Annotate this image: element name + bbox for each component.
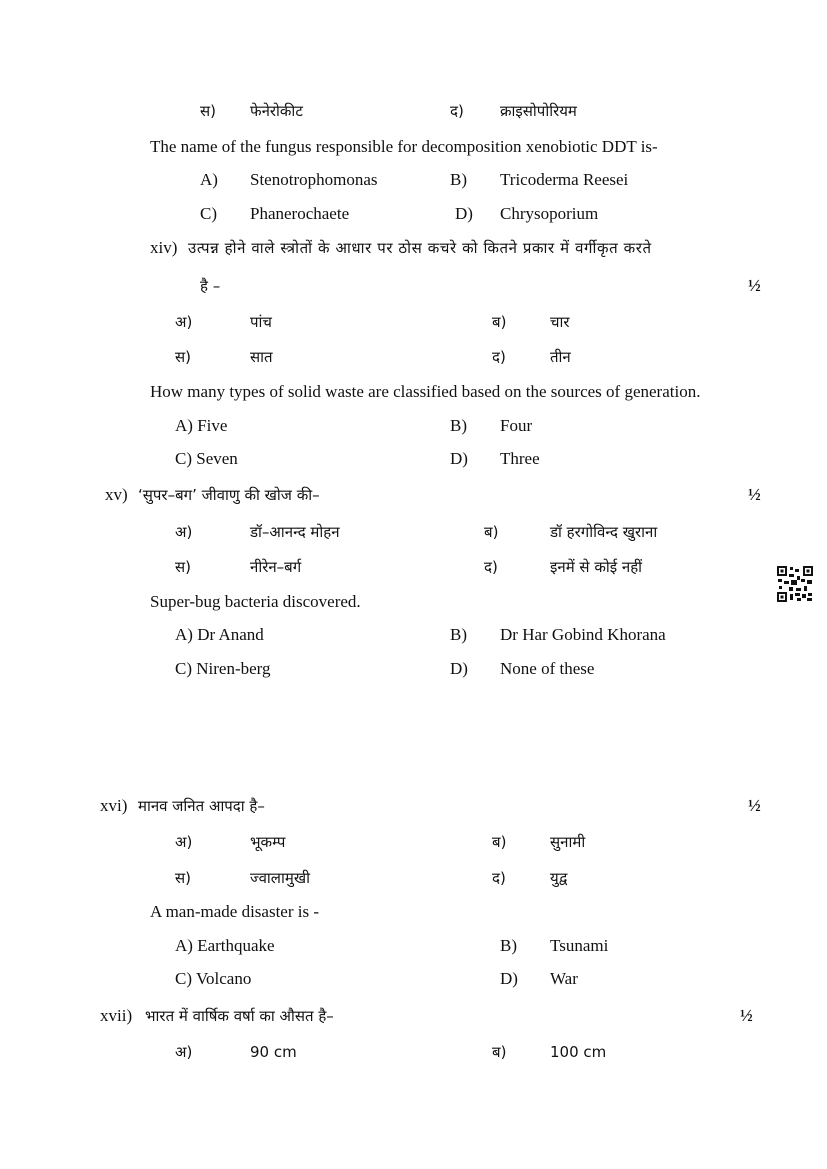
q14-hi-question: उत्पन्न होने वाले स्त्रोतों के आधार पर ठोस कचरे को कितने प्रकार में वर्गीकृत करते: [188, 239, 652, 257]
q14-hi-question-cont: है –: [200, 277, 221, 295]
q16-hi-option-text: युद्व: [550, 869, 568, 887]
q15-en-option-text: Dr Har Gobind Khorana: [500, 625, 666, 644]
q16-hi-option-label: अ): [175, 833, 193, 851]
q15-hi-option-label: ब): [484, 523, 499, 541]
q16-hi-question: मानव जनित आपदा है–: [138, 797, 265, 815]
q13-en-option-label: C): [200, 204, 217, 223]
q16-number: xvi): [100, 796, 128, 815]
q15-hi-option-label: द): [484, 558, 498, 576]
q14-en-option-label: B): [450, 416, 467, 435]
q15-en-option-label: D): [450, 659, 468, 678]
q15-hi-option-text: डॉ हरगोविन्द खुराना: [550, 523, 658, 541]
q15-marks: ½: [748, 485, 761, 504]
q16-hi-option-text: सुनामी: [550, 833, 586, 851]
q14-number: xiv): [150, 238, 178, 257]
q17-hi-option-label: अ): [175, 1043, 193, 1061]
q15-hi-option-text: नीरेन–बर्ग: [250, 558, 302, 576]
q16-hi-option-label: द): [492, 869, 506, 887]
q15-en-option: C) Niren-berg: [175, 659, 271, 678]
q16-hi-option-text: ज्वालामुखी: [250, 869, 310, 887]
q14-hi-option-text: चार: [550, 313, 570, 331]
q17-hi-question: भारत में वार्षिक वर्षा का औसत है–: [145, 1007, 334, 1025]
q17-hi-option-text: 90 cm: [250, 1043, 297, 1061]
q16-en-option-text: Tsunami: [550, 936, 609, 955]
q16-hi-option-label: ब): [492, 833, 507, 851]
q14-hi-option-label: द): [492, 348, 506, 366]
q16-en-option-text: War: [550, 969, 578, 988]
q15-hi-option-text: डॉ–आनन्द मोहन: [250, 523, 340, 541]
q15-en-question: Super-bug bacteria discovered.: [150, 592, 361, 611]
q17-hi-option-label: ब): [492, 1043, 507, 1061]
q15-hi-option-label: अ): [175, 523, 193, 541]
q16-en-option: C) Volcano: [175, 969, 252, 988]
q13-en-option-label: A): [200, 170, 218, 189]
q16-en-option-label: B): [500, 936, 517, 955]
q17-hi-option-text: 100 cm: [550, 1043, 607, 1061]
q16-hi-option-label: स): [175, 869, 191, 887]
q13-en-option-text: Tricoderma Reesei: [500, 170, 629, 189]
q13-en-option-label: B): [450, 170, 467, 189]
q13-en-option-text: Phanerochaete: [250, 204, 350, 223]
q14-hi-option-label: अ): [175, 313, 193, 331]
q17-marks: ½: [740, 1006, 753, 1025]
q14-hi-option-text: सात: [250, 348, 273, 366]
q13-hi-option-text: फेनेरोकीट: [250, 102, 303, 120]
q13-en-question: The name of the fungus responsible for decomposition xenobiotic DDT is-: [150, 137, 658, 156]
q15-hi-option-text: इनमें से कोई नहीं: [550, 558, 643, 576]
q16-marks: ½: [748, 796, 761, 815]
qr-code-icon: [776, 565, 814, 603]
q15-en-option: A) Dr Anand: [175, 625, 264, 644]
q14-hi-option-text: तीन: [550, 348, 571, 366]
q14-marks: ½: [748, 276, 761, 295]
q14-en-option-text: Three: [500, 449, 540, 468]
q14-hi-option-label: ब): [492, 313, 507, 331]
q14-en-option: C) Seven: [175, 449, 238, 468]
q15-hi-question: ‘सुपर–बग’ जीवाणु की खोज की–: [138, 486, 320, 504]
q14-en-option: A) Five: [175, 416, 228, 435]
q14-hi-option-label: स): [175, 348, 191, 366]
q15-number: xv): [105, 485, 128, 504]
q13-en-option-label: D): [455, 204, 473, 223]
q16-hi-option-text: भूकम्प: [250, 833, 286, 851]
q13-en-option-text: Stenotrophomonas: [250, 170, 378, 189]
q17-number: xvii): [100, 1006, 133, 1025]
q14-hi-option-text: पांच: [250, 313, 272, 331]
q16-en-option: A) Earthquake: [175, 936, 275, 955]
q15-hi-option-label: स): [175, 558, 191, 576]
q14-en-option-text: Four: [500, 416, 533, 435]
q14-en-option-label: D): [450, 449, 468, 468]
q13-hi-option-text: क्राइसोपोरियम: [500, 102, 577, 120]
q15-en-option-label: B): [450, 625, 467, 644]
q13-hi-option-label: द): [450, 102, 464, 120]
q16-en-option-label: D): [500, 969, 518, 988]
q16-en-question: A man-made disaster is -: [150, 902, 320, 921]
q13-en-option-text: Chrysoporium: [500, 204, 599, 223]
q15-en-option-text: None of these: [500, 659, 595, 678]
q13-hi-option-label: स): [200, 102, 216, 120]
q14-en-question: How many types of solid waste are classified based on the sources of generation.: [150, 382, 701, 401]
